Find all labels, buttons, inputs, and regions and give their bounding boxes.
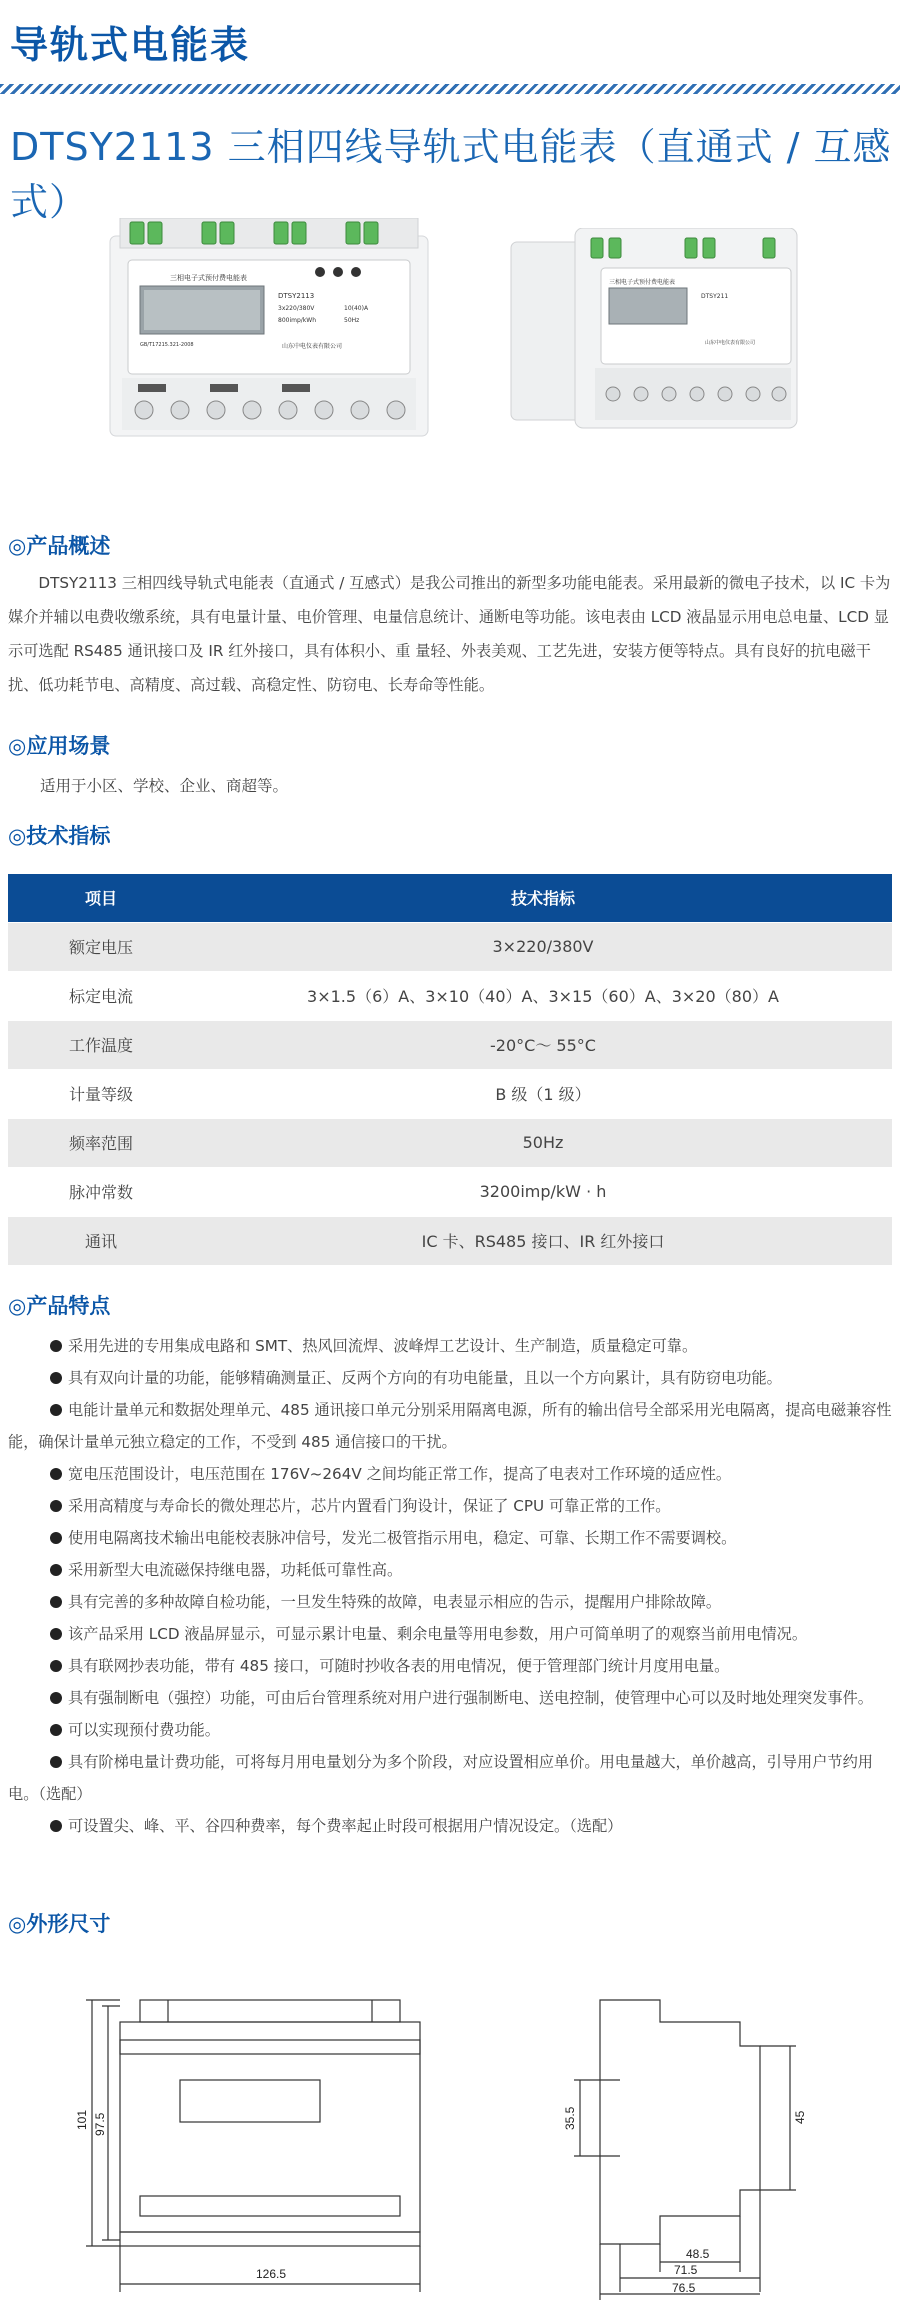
dim-side-width-2: 71.5 <box>674 2263 698 2277</box>
bullet-icon <box>50 1500 62 1512</box>
product-title: DTSY2113 三相四线导轨式电能表（直通式 / 互感式） <box>10 125 892 224</box>
svg-text:800imp/kWh: 800imp/kWh <box>278 317 317 324</box>
bullet-icon <box>50 1596 62 1608</box>
spec-item: 频率范围 <box>8 1118 194 1167</box>
bullet-icon <box>50 1692 62 1704</box>
dim-side-width-3: 76.5 <box>672 2281 696 2295</box>
svg-text:三相电子式预付费电能表: 三相电子式预付费电能表 <box>609 279 676 286</box>
bullet-icon <box>50 1532 62 1544</box>
bullet-icon <box>50 1660 62 1672</box>
spec-item: 标定电流 <box>8 971 194 1020</box>
list-item: 该产品采用 LCD 液晶屏显示，可显示累计电量、剩余电量等用电参数，用户可简单明了的观察当前用电情况。 <box>8 1618 892 1650</box>
svg-text:50Hz: 50Hz <box>344 317 360 324</box>
spec-value: 3×1.5（6）A、3×10（40）A、3×15（60）A、3×20（80）A <box>194 971 892 1020</box>
list-item: 电能计量单元和数据处理单元、485 通讯接口单元分别采用隔离电源，所有的输出信号全部采用光电隔离，提高电磁兼容性能，确保计量单元独立稳定的工作，不受到 485 通信接口的干扰。 <box>8 1401 892 1451</box>
list-item: 采用先进的专用集成电路和 SMT、热风回流焊、波峰焊工艺设计、生产制造，质量稳定可靠。 <box>8 1330 892 1362</box>
section-features-heading: ◎产品特点 <box>8 1294 111 1318</box>
table-row <box>8 1020 892 1069</box>
section-application-heading: ◎应用场景 <box>8 734 111 758</box>
list-item: 具有双向计量的功能，能够精确测量正、反两个方向的有功电能量，且以一个方向累计，具有防窃电功能。 <box>8 1362 892 1394</box>
spec-item: 工作温度 <box>8 1020 194 1069</box>
bullet-icon <box>50 1340 62 1352</box>
list-item: 具有强制断电（强控）功能，可由后台管理系统对用户进行强制断电、送电控制，使管理中心可以及时地处理突发事件。 <box>8 1682 892 1714</box>
meter-front-label: 三相电子式预付费电能表 <box>170 274 247 282</box>
meter-side-image <box>505 228 801 436</box>
category-title: 导轨式电能表 <box>10 23 251 67</box>
table-row <box>8 1216 892 1265</box>
application-text: 适用于小区、学校、企业、商超等。 <box>40 777 289 795</box>
dim-front-height-inner: 97.5 <box>93 2112 107 2136</box>
spec-item: 脉冲常数 <box>8 1167 194 1216</box>
svg-text:山东中电仪表有限公司: 山东中电仪表有限公司 <box>282 343 343 350</box>
bullet-icon <box>50 1820 62 1832</box>
table-row <box>8 971 892 1020</box>
list-item: 可设置尖、峰、平、谷四种费率，每个费率起止时段可根据用户情况设定。（选配） <box>8 1810 892 1842</box>
svg-text:山东中电仪表有限公司: 山东中电仪表有限公司 <box>705 340 756 346</box>
spec-item: 通讯 <box>8 1216 194 1265</box>
list-item: 采用高精度与寿命长的微处理芯片，芯片内置看门狗设计，保证了 CPU 可靠正常的工作。 <box>8 1490 892 1522</box>
dim-front-height-outer: 101 <box>75 2109 89 2130</box>
bullet-icon <box>50 1564 62 1576</box>
spec-table <box>8 874 892 1265</box>
svg-text:DTSY211: DTSY211 <box>701 293 729 300</box>
bullet-icon <box>50 1756 62 1768</box>
bullet-icon <box>50 1724 62 1736</box>
dim-side-height-left: 35.5 <box>563 2106 577 2130</box>
dim-side-height-right: 45 <box>793 2110 807 2124</box>
svg-text:3x220/380V: 3x220/380V <box>278 305 315 312</box>
table-row <box>8 1069 892 1118</box>
dimension-drawing <box>0 1960 900 2300</box>
decorative-divider <box>0 84 900 94</box>
spec-value: -20°C～ 55°C <box>194 1020 892 1069</box>
bullet-icon <box>50 1372 62 1384</box>
spec-item: 计量等级 <box>8 1069 194 1118</box>
table-row <box>8 1118 892 1167</box>
section-dimensions-heading: ◎外形尺寸 <box>8 1912 111 1936</box>
spec-item: 额定电压 <box>8 922 194 971</box>
spec-value: B 级（1 级） <box>194 1069 892 1118</box>
list-item: 宽电压范围设计，电压范围在 176V~264V 之间均能正常工作，提高了电表对工作环境的适应性。 <box>8 1458 892 1490</box>
spec-value: 3×220/380V <box>194 922 892 971</box>
section-specs-heading: ◎技术指标 <box>8 824 111 848</box>
section-overview-heading: ◎产品概述 <box>8 534 111 558</box>
list-item: 可以实现预付费功能。 <box>8 1714 892 1746</box>
list-item: 具有联网抄表功能，带有 485 接口，可随时抄收各表的用电情况，便于管理部门统计月度用电量。 <box>8 1650 892 1682</box>
dim-front-width: 126.5 <box>256 2267 287 2281</box>
svg-text:GB/T17215.321-2008: GB/T17215.321-2008 <box>140 342 194 348</box>
list-item: 采用新型大电流磁保持继电器，功耗低可靠性高。 <box>8 1554 892 1586</box>
overview-paragraph: DTSY2113 三相四线导轨式电能表（直通式 / 互感式）是我公司推出的新型多功能电能表。采用最新的微电子技术，以 IC 卡为媒介并辅以电费收缴系统，具有电量计量、电价管理、电量信息统计、通断电等功能。该电表由 LCD 液晶显示用电总电量、LCD 显示可选配 RS485 通讯接口及 IR 红外接口，具有体积小、重 量轻、外表美观、工艺先进，安装方便等特点。具有良好的抗电磁干扰、低功耗节电、高精度、高过载、高稳定性、防窃电、长寿命等性能。 <box>8 574 891 694</box>
bullet-icon <box>50 1404 62 1416</box>
spec-value: IC 卡、RS485 接口、IR 红外接口 <box>194 1216 892 1265</box>
table-row <box>8 922 892 971</box>
list-item: 具有完善的多种故障自检功能，一旦发生特殊的故障，电表显示相应的告示，提醒用户排除故障。 <box>8 1586 892 1618</box>
spec-value: 3200imp/kW · h <box>194 1167 892 1216</box>
svg-text:DTSY2113: DTSY2113 <box>278 292 315 300</box>
dim-side-width-1: 48.5 <box>686 2247 710 2261</box>
bullet-icon <box>50 1468 62 1480</box>
spec-table-header-row <box>8 874 892 922</box>
list-item: 使用电隔离技术输出电能校表脉冲信号，发光二极管指示用电，稳定、可靠、长期工作不需要调校。 <box>8 1522 892 1554</box>
meter-front-image <box>108 218 430 438</box>
features-list <box>8 1330 892 1842</box>
spec-value: 50Hz <box>194 1118 892 1167</box>
list-item: 具有阶梯电量计费功能，可将每月用电量划分为多个阶段，对应设置相应单价。用电量越大，单价越高，引导用户节约用电。（选配） <box>8 1753 873 1803</box>
spec-header-value: 技术指标 <box>194 874 892 922</box>
bullet-icon <box>50 1628 62 1640</box>
svg-text:10(40)A: 10(40)A <box>344 305 369 312</box>
table-row <box>8 1167 892 1216</box>
spec-header-item: 项目 <box>8 874 194 922</box>
